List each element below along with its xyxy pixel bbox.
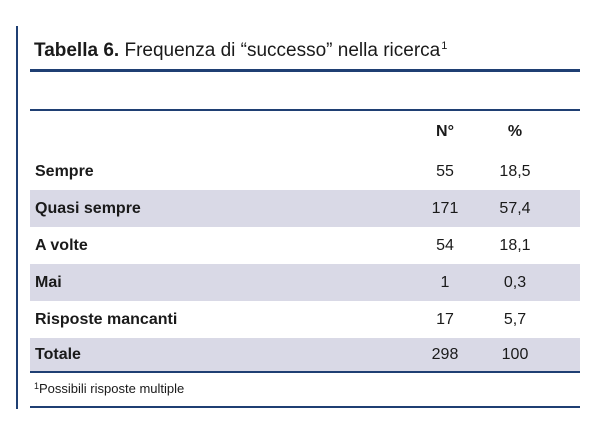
row-count: 1 bbox=[440, 273, 450, 291]
header-count: N° bbox=[436, 123, 454, 140]
footnote-bottom-rule bbox=[30, 406, 580, 408]
row-label: Mai bbox=[35, 273, 62, 291]
row-percent: 0,3 bbox=[503, 273, 527, 291]
table-row-total bbox=[30, 338, 580, 371]
header-percent: % bbox=[507, 123, 523, 140]
row-count: 298 bbox=[431, 345, 459, 363]
table-bottom-rule bbox=[30, 371, 580, 373]
title-rule bbox=[30, 69, 580, 72]
table-row bbox=[30, 264, 580, 301]
row-label: Quasi sempre bbox=[35, 199, 141, 217]
row-count: 171 bbox=[431, 199, 459, 217]
footnote-marker: 1 bbox=[34, 381, 40, 391]
row-label: Risposte mancanti bbox=[35, 310, 178, 328]
table-row bbox=[30, 190, 580, 227]
table-row bbox=[30, 227, 580, 264]
row-count: 17 bbox=[436, 310, 454, 328]
row-label: Sempre bbox=[35, 162, 94, 180]
table-row bbox=[30, 153, 580, 190]
row-percent: 18,5 bbox=[499, 162, 531, 180]
row-label: Totale bbox=[35, 345, 81, 363]
row-percent: 100 bbox=[501, 345, 529, 363]
row-percent: 18,1 bbox=[499, 236, 531, 254]
row-count: 55 bbox=[436, 162, 454, 180]
frequency-table bbox=[30, 111, 580, 371]
table-title-label: Tabella 6. bbox=[34, 40, 120, 61]
row-percent: 5,7 bbox=[503, 310, 527, 328]
left-border-rule bbox=[16, 26, 18, 409]
table-footnote bbox=[34, 380, 184, 399]
row-count: 54 bbox=[436, 236, 454, 254]
row-label: A volte bbox=[35, 236, 88, 254]
table-header-row bbox=[30, 111, 580, 153]
table-title-text: Frequenza di “successo” nella ricerca bbox=[119, 40, 441, 61]
footnote-text: Possibili risposte multiple bbox=[39, 381, 185, 396]
table-title bbox=[34, 36, 580, 66]
row-percent: 57,4 bbox=[499, 199, 531, 217]
table-title-footnote-marker: 1 bbox=[441, 40, 448, 52]
table-row bbox=[30, 301, 580, 338]
